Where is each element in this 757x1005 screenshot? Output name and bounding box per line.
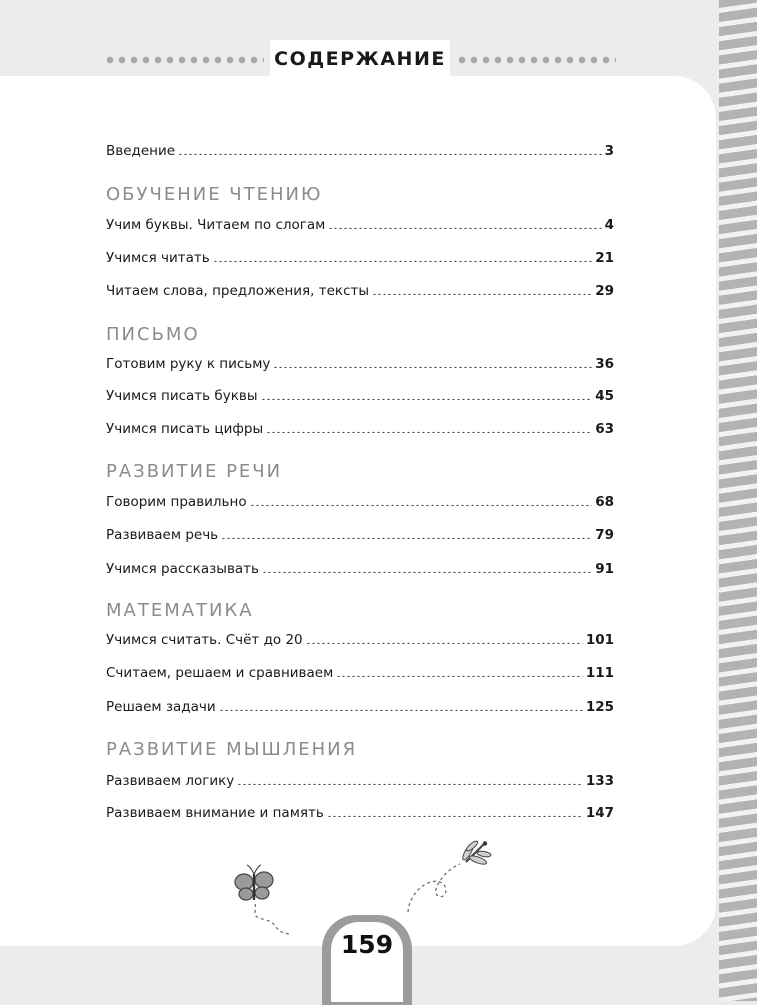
dot-leader — [328, 219, 601, 229]
toc-entry-title: Готовим руку к письму — [106, 356, 271, 372]
toc-entry-title: Учимся считать. Счёт до 20 — [106, 632, 303, 648]
section-heading: ПИСЬМО — [106, 324, 200, 345]
page-title: СОДЕРЖАНИЕ — [270, 40, 450, 78]
toc-entry-page: 147 — [585, 805, 614, 821]
toc-entry-title: Учим буквы. Читаем по слогам — [106, 217, 326, 233]
dot-leader — [237, 775, 583, 785]
toc-entry-page: 68 — [595, 494, 614, 510]
striped-border — [711, 0, 757, 1001]
toc-entry-title: Развиваем логику — [106, 773, 235, 789]
toc-entry[interactable] — [106, 421, 614, 443]
dot-leader — [213, 252, 593, 262]
toc-entry-page: 36 — [595, 356, 614, 372]
toc-entry-page: 3 — [604, 143, 614, 159]
section-heading: РАЗВИТИЕ РЕЧИ — [106, 461, 283, 482]
toc-entry[interactable] — [106, 527, 614, 549]
toc-entry[interactable] — [106, 494, 614, 516]
header-dots-left — [104, 56, 264, 64]
section-heading: РАЗВИТИЕ МЫШЛЕНИЯ — [106, 739, 358, 760]
toc-entry-page: 101 — [585, 632, 614, 648]
toc-entry-title: Читаем слова, предложения, тексты — [106, 283, 370, 299]
toc-entry[interactable] — [106, 665, 614, 687]
page-number: 159 — [331, 922, 403, 1002]
toc-entry-title: Учимся рассказывать — [106, 561, 259, 577]
toc-entry-page: 111 — [585, 665, 614, 681]
toc-entry[interactable] — [106, 773, 614, 795]
dot-leader — [219, 701, 583, 711]
toc-entry[interactable] — [106, 699, 614, 721]
toc-entry[interactable] — [106, 561, 614, 583]
toc-entry[interactable] — [106, 805, 614, 827]
toc-entry[interactable] — [106, 632, 614, 654]
toc-entry[interactable] — [106, 356, 614, 378]
toc-entry-page: 21 — [595, 250, 614, 266]
toc-entry-page: 91 — [595, 561, 614, 577]
toc-entry-page: 125 — [585, 699, 614, 715]
toc-entry-title: Учимся читать — [106, 250, 210, 266]
dragonfly-icon — [400, 840, 500, 920]
toc-entry-title: Учимся писать буквы — [106, 388, 258, 404]
toc-entry-title: Развиваем речь — [106, 527, 219, 543]
dot-leader — [336, 667, 583, 677]
toc-entry-title: Говорим правильно — [106, 494, 247, 510]
dot-leader — [178, 145, 602, 155]
dot-leader — [261, 390, 593, 400]
toc-entry-intro[interactable] — [106, 143, 614, 165]
dot-leader — [306, 634, 583, 644]
toc-entry-title: Развиваем внимание и память — [106, 805, 324, 821]
toc-entry-page: 79 — [595, 527, 614, 543]
dot-leader — [266, 423, 592, 433]
toc-entry-title: Считаем, решаем и сравниваем — [106, 665, 334, 681]
header-dots-right — [456, 56, 616, 64]
butterfly-icon — [228, 862, 318, 942]
dot-leader — [327, 807, 583, 817]
dot-leader — [372, 285, 592, 295]
section-heading: МАТЕМАТИКА — [106, 600, 254, 621]
toc-entry-page: 133 — [585, 773, 614, 789]
dot-leader — [221, 529, 592, 539]
toc-entry-title: Введение — [106, 143, 176, 159]
toc-entry[interactable] — [106, 388, 614, 410]
toc-entry-page: 4 — [604, 217, 614, 233]
toc-entry-page: 29 — [595, 283, 614, 299]
dot-leader — [262, 563, 592, 573]
toc-entry[interactable] — [106, 217, 614, 239]
toc-entry[interactable] — [106, 283, 614, 305]
section-heading: ОБУЧЕНИЕ ЧТЕНИЮ — [106, 184, 323, 205]
toc-entry-page: 63 — [595, 421, 614, 437]
dot-leader — [273, 358, 592, 368]
toc-entry-page: 45 — [595, 388, 614, 404]
toc-entry-title: Учимся писать цифры — [106, 421, 264, 437]
toc-entry[interactable] — [106, 250, 614, 272]
toc-entry-title: Решаем задачи — [106, 699, 216, 715]
dot-leader — [250, 496, 593, 506]
